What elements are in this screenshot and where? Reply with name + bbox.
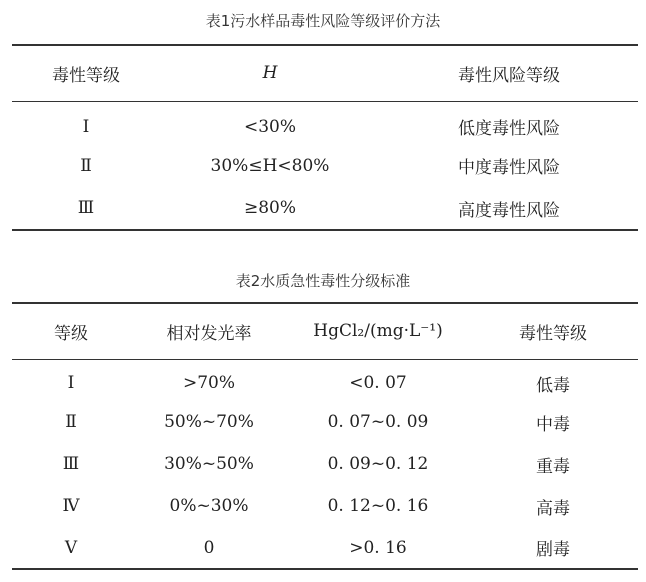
table-row [12, 485, 638, 527]
table-cell: 0%~30% [169, 496, 249, 516]
table-cell: <30% [243, 116, 297, 137]
table-cell: Ⅰ [82, 116, 90, 137]
table-cell: 50%~70% [164, 412, 254, 432]
column-header: 等级 [54, 323, 88, 344]
table-cell: 低毒 [536, 375, 570, 396]
column-header: 毒性等级 [52, 65, 120, 86]
table-header-row [12, 303, 638, 359]
table-cell: Ⅳ [62, 496, 80, 516]
column-header: HgCl₂/(mg·L⁻¹) [313, 321, 443, 342]
table2-caption: 表2水质急性毒性分级标准 [235, 272, 411, 290]
table-cell: 30%≤H<80% [210, 155, 330, 176]
table-cell: 0. 09~0. 12 [327, 454, 429, 474]
table-cell: Ⅱ [80, 155, 92, 176]
table-row [12, 101, 638, 144]
toxicity-risk-table [12, 44, 638, 231]
table-cell: 0. 12~0. 16 [327, 496, 429, 516]
table-cell: 中度毒性风险 [458, 158, 560, 178]
table-cell: 剧毒 [536, 540, 570, 560]
table-row [12, 144, 638, 187]
table-row [12, 401, 638, 443]
table-cell: Ⅲ [62, 454, 80, 474]
table-cell: Ⅱ [65, 412, 77, 432]
column-header: 毒性等级 [519, 323, 587, 344]
table-row [12, 443, 638, 485]
table-cell: Ⅴ [64, 537, 78, 558]
table-cell: ≥80% [243, 198, 297, 218]
table-cell: 0. 07~0. 09 [327, 412, 429, 432]
table-cell: 中毒 [536, 414, 570, 435]
table-header-row [12, 45, 638, 101]
acute-toxicity-grading-table [12, 302, 638, 570]
table-cell: 重毒 [536, 456, 570, 477]
table-cell: >0. 16 [349, 537, 407, 558]
table-cell: Ⅰ [67, 373, 75, 394]
table-cell: 30%~50% [164, 454, 254, 474]
table1-caption: 表1污水样品毒性风险等级评价方法 [205, 12, 441, 30]
table-cell: 低度毒性风险 [458, 119, 560, 140]
table-row [12, 527, 638, 569]
table-cell: <0. 07 [349, 373, 407, 394]
table-row [12, 187, 638, 230]
table-row [12, 359, 638, 401]
column-header: 毒性风险等级 [458, 65, 560, 86]
table-cell: Ⅲ [77, 198, 95, 218]
table-cell: 0 [203, 537, 215, 558]
table-cell: 高度毒性风险 [458, 200, 560, 221]
column-header: H [262, 63, 278, 84]
table-cell: >70% [182, 373, 236, 394]
table-cell: 高毒 [536, 498, 570, 519]
column-header: 相对发光率 [166, 323, 252, 344]
